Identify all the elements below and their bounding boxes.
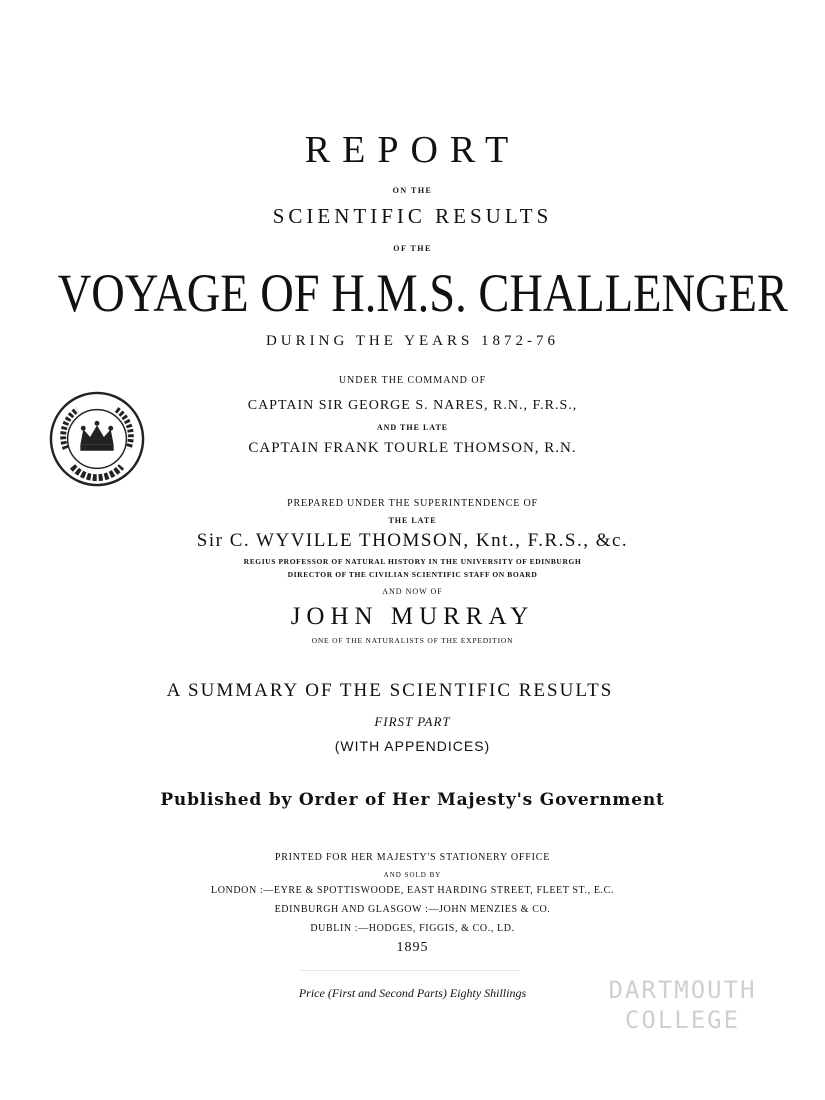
faint-rule: [300, 970, 520, 971]
library-stamp-line-1: DARTMOUTH: [608, 976, 757, 1004]
sold-by-text: AND SOLD BY: [383, 871, 442, 879]
john-murray-name: JOHN MURRAY: [290, 603, 535, 630]
on-the-text: ON THE: [392, 186, 433, 195]
and-now-of-text: AND NOW OF: [382, 587, 443, 596]
during-years: DURING THE YEARS 1872-76: [265, 333, 560, 349]
and-the-late-text: AND THE LATE: [376, 423, 449, 432]
scientific-results-heading: SCIENTIFIC RESULTS: [272, 204, 553, 228]
naturalists-text: ONE OF THE NATURALISTS OF THE EXPEDITION: [311, 636, 514, 645]
edinburgh-publisher: EDINBURGH AND GLASGOW :—JOHN MENZIES & CO.: [274, 904, 551, 915]
regius-text: REGIUS PROFESSOR OF NATURAL HISTORY IN THE UNIVERSITY OF EDINBURGH: [243, 557, 582, 566]
appendices-text: (WITH APPENDICES): [334, 738, 491, 754]
london-publisher: LONDON :—EYRE & SPOTTISWOODE, EAST HARDING STREET, FLEET ST., E.C.: [210, 885, 615, 896]
of-the-text: OF THE: [393, 244, 432, 253]
published-by-order: Published by Order of Her Majesty's Government: [160, 790, 665, 810]
nares-line: CAPTAIN SIR GEORGE S. NARES, R.N., F.R.S.,: [247, 398, 578, 413]
price-line: Price (First and Second Parts) Eighty Shillings: [298, 986, 527, 1000]
dublin-publisher: DUBLIN :—HODGES, FIGGIS, & CO., LD.: [310, 923, 515, 934]
summary-heading: A SUMMARY OF THE SCIENTIFIC RESULTS: [166, 680, 614, 701]
the-late-text: THE LATE: [388, 516, 437, 525]
printed-for-text: PRINTED FOR HER MAJESTY'S STATIONERY OFFICE: [274, 852, 551, 863]
first-part-text: FIRST PART: [374, 714, 451, 729]
report-heading: REPORT: [304, 129, 521, 171]
under-command-text: UNDER THE COMMAND OF: [338, 375, 487, 386]
publication-year: 1895: [396, 940, 429, 955]
director-text: DIRECTOR OF THE CIVILIAN SCIENTIFIC STAFF ON BOARD: [287, 570, 538, 579]
presented-seal-svg: [48, 390, 146, 488]
library-stamp: [600, 975, 765, 1055]
voyage-title: VOYAGE OF H.M.S. CHALLENGER: [57, 263, 788, 323]
presented-seal-icon: [48, 390, 146, 488]
library-stamp-line-2: COLLEGE: [624, 1006, 741, 1034]
wyville-thomson-line: Sir C. WYVILLE THOMSON, Knt., F.R.S., &c.: [196, 530, 629, 551]
thomson-line: CAPTAIN FRANK TOURLE THOMSON, R.N.: [248, 440, 577, 456]
prepared-text: PREPARED UNDER THE SUPERINTENDENCE OF: [287, 498, 538, 509]
